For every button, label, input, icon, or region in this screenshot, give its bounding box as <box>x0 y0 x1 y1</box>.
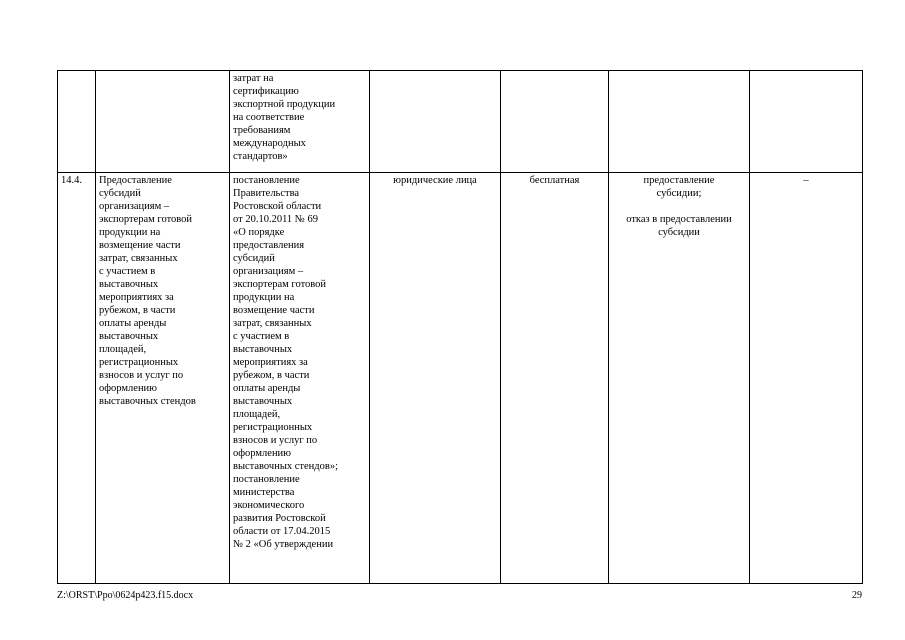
cell-note: – <box>750 173 863 584</box>
cell-result <box>609 71 750 173</box>
cell-note <box>750 71 863 173</box>
cell-number: 14.4. <box>58 173 96 584</box>
cell-legal-basis: затрат на сертификацию экспортной продукции на соответствие требованиям международных стандартов» <box>230 71 370 173</box>
cell-cost <box>501 71 609 173</box>
cell-recipients: юридические лица <box>370 173 501 584</box>
cell-legal-basis: постановление Правительства Ростовской области от 20.10.2011 № 69 «О порядке предоставления субсидий организациям – экспортерам готовой продукции на возмещение части затрат, связанных с участием в выставочных мероприятиях за рубежом, в части оплаты аренды выставочных площадей, регистрационных взносов и услуг по оформлению выставочных стендов»; постановление министерства экономического развития Ростовской области от 17.04.2015 № 2 «Об утверждении <box>230 173 370 584</box>
cell-result: предоставление субсидии; отказ в предоставлении субсидии <box>609 173 750 584</box>
cell-recipients <box>370 71 501 173</box>
cell-number <box>58 71 96 173</box>
footer-file-path: Z:\ORST\Ppo\0624p423.f15.docx <box>57 590 194 601</box>
cell-cost: бесплатная <box>501 173 609 584</box>
cell-service-name: Предоставление субсидий организациям – экспортерам готовой продукции на возмещение части затрат, связанных с участием в выставочных мероприятиях за рубежом, в части оплаты аренды выставочных площадей, регистрационных взносов и услуг по оформлению выставочных стендов <box>96 173 230 584</box>
page-number: 29 <box>852 590 862 601</box>
table-row <box>58 173 863 584</box>
cell-service-name <box>96 71 230 173</box>
services-table <box>57 70 863 584</box>
table-row <box>58 71 863 173</box>
